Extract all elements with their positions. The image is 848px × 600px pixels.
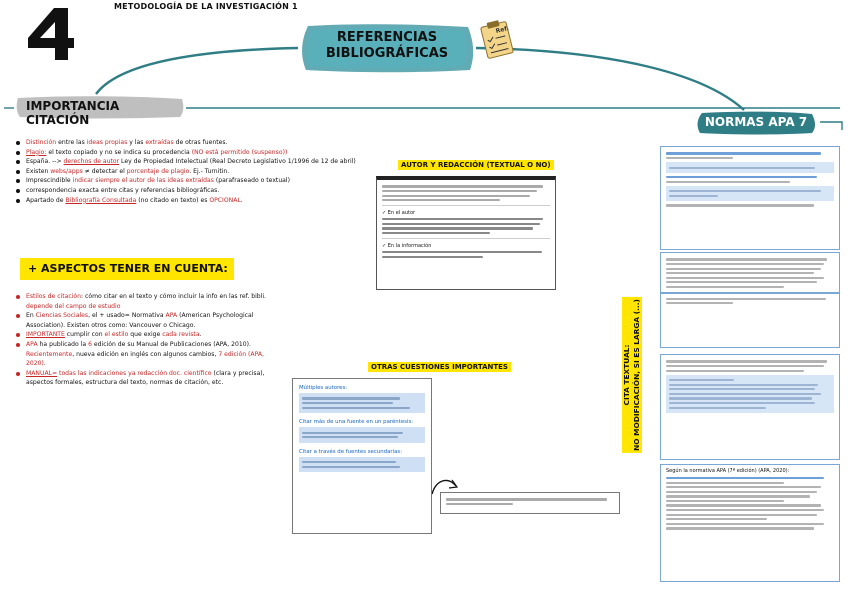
- secondary-source-note: [440, 492, 620, 514]
- list-item-text: 6: [88, 340, 92, 348]
- apa-box-1: [660, 146, 840, 250]
- list-item: [14, 196, 374, 206]
- otras-cuestiones-label: OTRAS CUESTIONES IMPORTANTES: [368, 362, 511, 372]
- title-line-2: BIBLIOGRÁFICAS: [325, 46, 449, 61]
- list-item-text: IMPORTANTE: [26, 331, 65, 339]
- autor-redaccion-example: [376, 176, 556, 290]
- aspectos-list: [14, 292, 266, 388]
- list-item-text: : cómo citar en el texto y cómo incluir la info en las ref. bibli.: [81, 293, 266, 300]
- list-item-text: Distinción: [26, 139, 57, 146]
- autor-sub-2: ✓ En la información: [382, 242, 432, 249]
- list-item-text: (American Psychological Association). Existen otros como: Vancouver o Chicago.: [26, 312, 254, 329]
- list-item: [14, 176, 374, 186]
- list-item-text: España. -->: [26, 158, 64, 166]
- normas-apa-heading: NORMAS APA 7: [694, 110, 818, 136]
- list-item: [14, 330, 266, 340]
- cita-textual-line-2: NO MODIFICACIÓN, SI ES LARGA (...): [632, 299, 641, 451]
- list-item-text: de otras fuentes.: [173, 139, 228, 146]
- list-item-text: webs/apps: [50, 167, 83, 175]
- list-item-text: APA: [165, 312, 178, 320]
- list-item-text: ha publicado la: [37, 340, 89, 348]
- list-item: [14, 148, 374, 158]
- list-item-text: porcentaje de plagio: [126, 167, 190, 175]
- list-item-text: Ciencias Sociales: [35, 312, 89, 320]
- list-item-text: que exige: [128, 331, 163, 339]
- otras-heading-1: Múltiples autores:: [299, 385, 348, 391]
- list-item-text: Ley de Propiedad Intelectual (Real Decreto Legislativo 1/1996 de 12 de abril): [119, 158, 356, 166]
- list-item-text: Recientemente: [26, 350, 73, 358]
- list-item-text: . Ej.- Turnitin.: [189, 167, 230, 175]
- list-item-text: Bibliografía Consultada: [65, 196, 137, 204]
- autor-redaccion-label: AUTOR Y REDACCIÓN (TEXTUAL O NO): [398, 160, 554, 170]
- list-item-text: entre las: [56, 139, 87, 146]
- list-item-text: (no citado en texto) es: [136, 196, 210, 204]
- list-item-text: APA: [26, 340, 38, 348]
- apa-box-3: [660, 354, 840, 460]
- list-item-text: edición de su Manual de Publicaciones (APA, 2010).: [91, 340, 251, 348]
- reference-notepad-icon: [476, 18, 518, 62]
- list-item-text: OPCIONAL: [209, 196, 241, 204]
- cita-textual-line-1: CITA TEXTUAL:: [622, 297, 632, 453]
- list-item-text: cada revista: [162, 331, 200, 339]
- importancia-list: [14, 138, 374, 205]
- list-item-text: Existen: [26, 167, 51, 175]
- list-item-text: el texto copiado y no se indica su procedencia: [46, 148, 192, 156]
- list-item-text: Estilos de citación: [26, 293, 81, 300]
- list-item-text: (NO está permitido (suspenso)): [191, 148, 288, 156]
- list-item-text: .: [199, 331, 202, 339]
- list-item: [14, 167, 374, 177]
- apa-box-4: [660, 464, 840, 582]
- autor-sub-1: ✓ En el autor: [382, 209, 416, 216]
- list-item-text: Plagio:: [26, 148, 47, 156]
- list-item-text: En: [26, 312, 36, 320]
- list-item: [14, 311, 266, 330]
- list-item-text: el estilo: [104, 331, 129, 339]
- section-number: [24, 4, 76, 64]
- list-item-text: ≠ detectar el: [82, 167, 127, 175]
- list-item-text: Apartado de: [26, 196, 66, 204]
- list-item-text: (parafraseado o textual): [213, 177, 290, 185]
- list-item-text: extraídas: [145, 139, 174, 146]
- list-item-text: cumplir con: [64, 331, 105, 339]
- list-item-text: Imprescindible: [26, 177, 73, 185]
- apa-box-2: [660, 252, 840, 348]
- cita-textual-label: [612, 300, 652, 450]
- list-item-text: MANUAL=: [26, 369, 58, 377]
- main-title: [298, 22, 476, 74]
- list-item-text: ya redacción doc. científico: [128, 369, 212, 377]
- list-item: [14, 138, 374, 148]
- list-item: [14, 157, 374, 167]
- aspectos-heading: + ASPECTOS TENER EN CUENTA:: [20, 258, 234, 280]
- list-item-text: .: [240, 196, 243, 204]
- list-item-text: , el + usado= Normativa: [88, 312, 166, 320]
- list-item: [14, 292, 266, 311]
- list-item-text: indicar siempre el autor de las ideas extraídas: [72, 177, 214, 185]
- list-item-text: ideas propias: [86, 139, 128, 146]
- list-item-text: .: [43, 360, 46, 368]
- list-item: [14, 340, 266, 369]
- list-item-text: todas las indicaciones: [57, 369, 129, 377]
- list-item-text: correspondencia exacta entre citas y referencias bibliográficas.: [26, 186, 220, 194]
- otras-heading-2: Citar más de una fuente en un paréntesis:: [299, 419, 414, 426]
- list-item-text: y las: [127, 139, 146, 146]
- list-item-text: 7 edición (APA, 2020): [26, 350, 264, 368]
- otras-cuestiones-example: [292, 378, 432, 534]
- svg-text:Ref.: Ref.: [495, 24, 510, 35]
- title-line-1: REFERENCIAS: [336, 30, 438, 45]
- list-item-text: (clara y precisa), aspectos formales, estructura del texto, normas de citación, etc.: [26, 369, 265, 387]
- subject-title: METODOLOGÍA DE LA INVESTIGACIÓN 1: [114, 2, 298, 11]
- list-item: [14, 186, 374, 196]
- list-item-text: , nueva edición en inglés con algunos cambios,: [72, 350, 219, 358]
- list-item-text: depende del campo de estudio: [26, 302, 121, 310]
- otras-heading-3: Citar a través de fuentes secundarias:: [299, 448, 403, 455]
- list-item: [14, 369, 266, 388]
- list-item-text: derechos de autor: [63, 158, 120, 166]
- apa-box-4-heading: Según la normativa APA (7ª edición) (APA, 2020):: [666, 468, 790, 474]
- importancia-citacion-heading: IMPORTANCIA CITACIÓN: [14, 94, 186, 120]
